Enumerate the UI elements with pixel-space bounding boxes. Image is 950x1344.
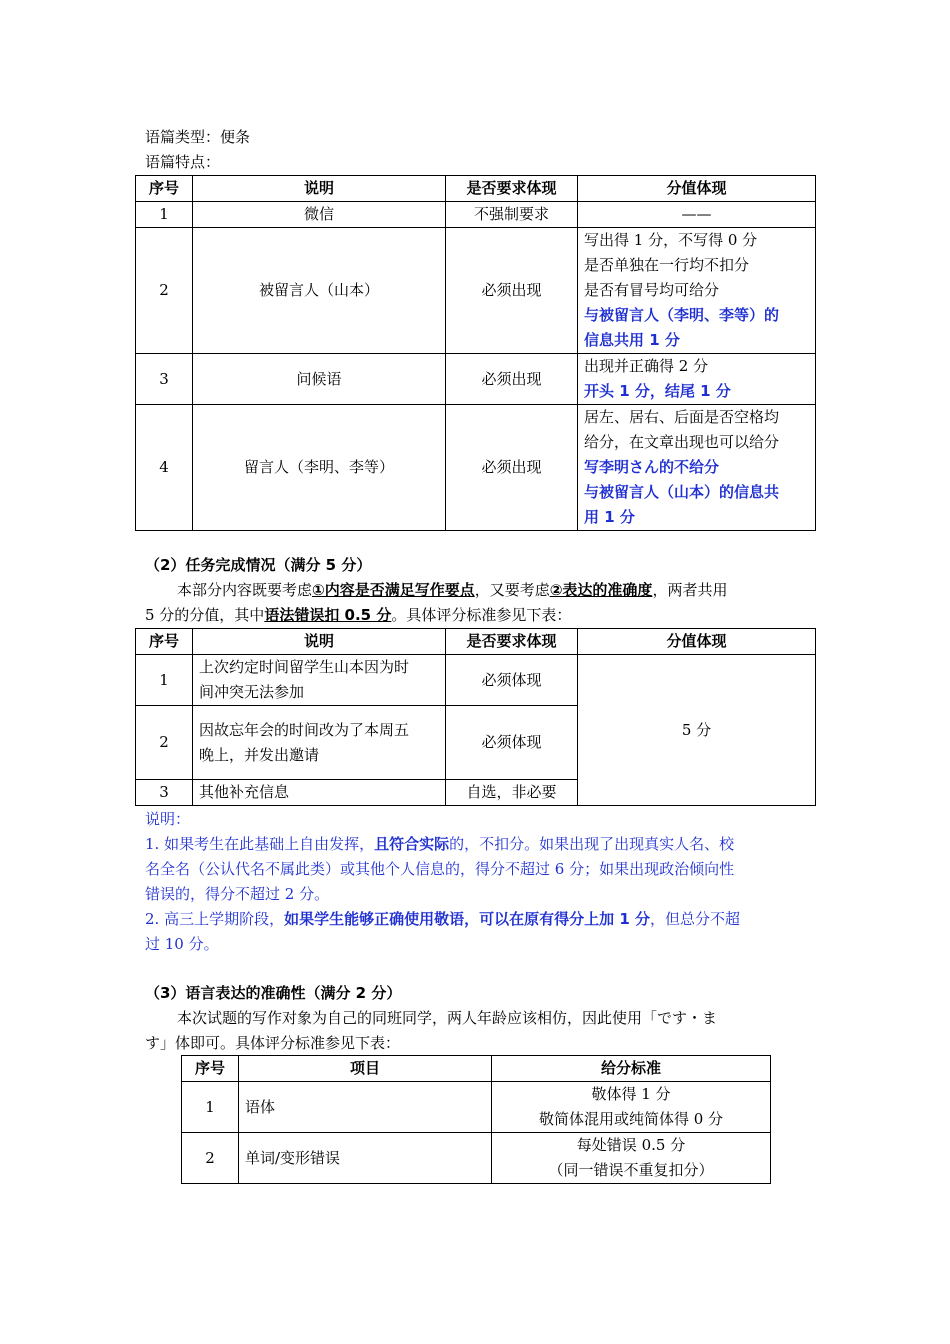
text-run: ，但总分不超	[649, 910, 740, 928]
section2-paragraph-line1	[177, 579, 727, 601]
table-row	[182, 1133, 771, 1184]
t2-header-no: 序号	[136, 629, 193, 655]
row-desc: 被留言人（山本）	[193, 228, 446, 354]
row-item: 语体	[239, 1082, 492, 1133]
text-run: 的，不扣分。如果出现了出现真实人名、校	[449, 835, 735, 853]
t1-header-desc: 说明	[193, 176, 446, 202]
note-1-line1	[145, 833, 734, 855]
row-no: 1	[136, 202, 193, 228]
text-run: 本部分内容既要考虑	[177, 581, 313, 599]
section2-heading: （2）任务完成情况（满分 5 分）	[145, 556, 372, 574]
row-desc	[193, 655, 446, 706]
t3-header-item: 项目	[239, 1056, 492, 1082]
score-line: 居左、居右、后面是否空格均	[584, 408, 780, 426]
row-req: 必须体现	[446, 706, 578, 780]
note-2-line2: 过 10 分。	[145, 935, 219, 953]
note-2-line1	[145, 908, 740, 930]
text-features-line: 语篇特点：	[145, 153, 221, 171]
t2-header-score: 分值体现	[578, 629, 816, 655]
row-req: 必须体现	[446, 655, 578, 706]
text-run: 1. 如果考生在此基础上自由发挥，	[145, 835, 375, 853]
desc-line: 晚上，并发出邀请	[199, 745, 320, 764]
row-desc: 其他补充信息	[193, 780, 446, 806]
desc-line: 上次约定时间留学生山本因为时	[199, 658, 410, 676]
score-line: 出现并正确得 2 分	[584, 357, 709, 375]
t2-header-req: 是否要求体现	[446, 629, 578, 655]
row-no: 3	[136, 354, 193, 405]
std-line: 敬简体混用或纯简体得 0 分	[538, 1110, 724, 1128]
std-line: 每处错误 0.5 分	[576, 1136, 686, 1154]
desc-line: 因故忘年会的时间改为了本周五	[199, 720, 410, 739]
std-line: （同一错误不重复扣分）	[548, 1161, 714, 1179]
note-emphasis: 且符合实际	[374, 835, 450, 853]
score-line-emphasis: 写李明さん的不给分	[584, 458, 720, 476]
grammar-deduction: 语法错误扣 0.5 分	[264, 606, 392, 624]
text-run: ，两者共用	[652, 581, 728, 599]
text-run: 。具体评分标准参见下表：	[391, 606, 572, 624]
t3-header-no: 序号	[182, 1056, 239, 1082]
score-line-emphasis: 与被留言人（李明、李等）的	[584, 306, 780, 324]
note-1-line3: 错误的，得分不超过 2 分。	[145, 885, 330, 903]
section2-paragraph-line2	[145, 604, 571, 626]
t1-header-no: 序号	[136, 176, 193, 202]
language-table	[181, 1055, 771, 1184]
row-desc: 微信	[193, 202, 446, 228]
row-req: 必须出现	[446, 405, 578, 531]
table-row	[182, 1082, 771, 1133]
text-run: 5 分的分值，其中	[145, 606, 265, 624]
row-score	[578, 405, 816, 531]
row-req: 必须出现	[446, 228, 578, 354]
text-run: 2. 高三上学期阶段，	[145, 910, 285, 928]
section3-heading: （3）语言表达的准确性（满分 2 分）	[145, 984, 402, 1002]
t3-header-std: 给分标准	[492, 1056, 771, 1082]
row-no: 1	[182, 1082, 239, 1133]
row-score	[578, 354, 816, 405]
total-score: 5 分	[578, 655, 816, 806]
features-table	[135, 175, 816, 531]
row-no: 2	[136, 706, 193, 780]
table-row	[136, 228, 816, 354]
row-no: 2	[136, 228, 193, 354]
row-desc: 留言人（李明、李等）	[193, 405, 446, 531]
row-no: 3	[136, 780, 193, 806]
score-line: 写出得 1 分，不写得 0 分	[584, 231, 758, 249]
t1-header-score: 分值体现	[578, 176, 816, 202]
desc-line: 间冲突无法参加	[199, 683, 305, 701]
notes-title: 说明：	[145, 810, 191, 828]
table-row	[136, 405, 816, 531]
row-std	[492, 1133, 771, 1184]
section3-paragraph-line1: 本次试题的写作对象为自己的同班同学，两人年龄应该相仿，因此使用「です・ま	[177, 1009, 718, 1027]
score-line-emphasis: 与被留言人（山本）的信息共	[584, 483, 780, 501]
std-line: 敬体得 1 分	[591, 1085, 671, 1103]
t2-header-desc: 说明	[193, 629, 446, 655]
note-emphasis: 如果学生能够正确使用敬语，可以在原有得分上加 1 分	[284, 910, 650, 928]
row-desc	[193, 706, 446, 780]
row-no: 1	[136, 655, 193, 706]
score-line-emphasis: 开头 1 分，结尾 1 分	[584, 382, 731, 400]
table-row	[136, 655, 816, 706]
section3-paragraph-line2: す」体即可。具体评分标准参见下表：	[145, 1034, 401, 1052]
row-req: 不强制要求	[446, 202, 578, 228]
row-score: ——	[578, 202, 816, 228]
table-row	[136, 202, 816, 228]
row-no: 2	[182, 1133, 239, 1184]
text-type-line: 语篇类型：便条	[145, 128, 251, 146]
score-line-emphasis: 信息共用 1 分	[584, 331, 680, 349]
score-line: 是否有冒号均可给分	[584, 281, 720, 299]
task-table	[135, 628, 816, 806]
row-no: 4	[136, 405, 193, 531]
t1-header-req: 是否要求体现	[446, 176, 578, 202]
text-run: ，又要考虑	[474, 581, 550, 599]
row-score	[578, 228, 816, 354]
score-line-emphasis: 用 1 分	[584, 508, 635, 526]
note-1-line2: 名全名（公认代名不属此类）或其他个人信息的，得分不超过 6 分；如果出现政治倾向性	[145, 860, 735, 878]
row-item: 单词/变形错误	[239, 1133, 492, 1184]
score-line: 给分，在文章出现也可以给分	[584, 433, 780, 451]
row-std	[492, 1082, 771, 1133]
key-point-1: ①内容是否满足写作要点	[312, 581, 475, 599]
key-point-2: ②表达的准确度	[549, 581, 653, 599]
score-line: 是否单独在一行均不扣分	[584, 256, 750, 274]
row-req: 自选，非必要	[446, 780, 578, 806]
row-desc: 问候语	[193, 354, 446, 405]
table-row	[136, 354, 816, 405]
row-req: 必须出现	[446, 354, 578, 405]
